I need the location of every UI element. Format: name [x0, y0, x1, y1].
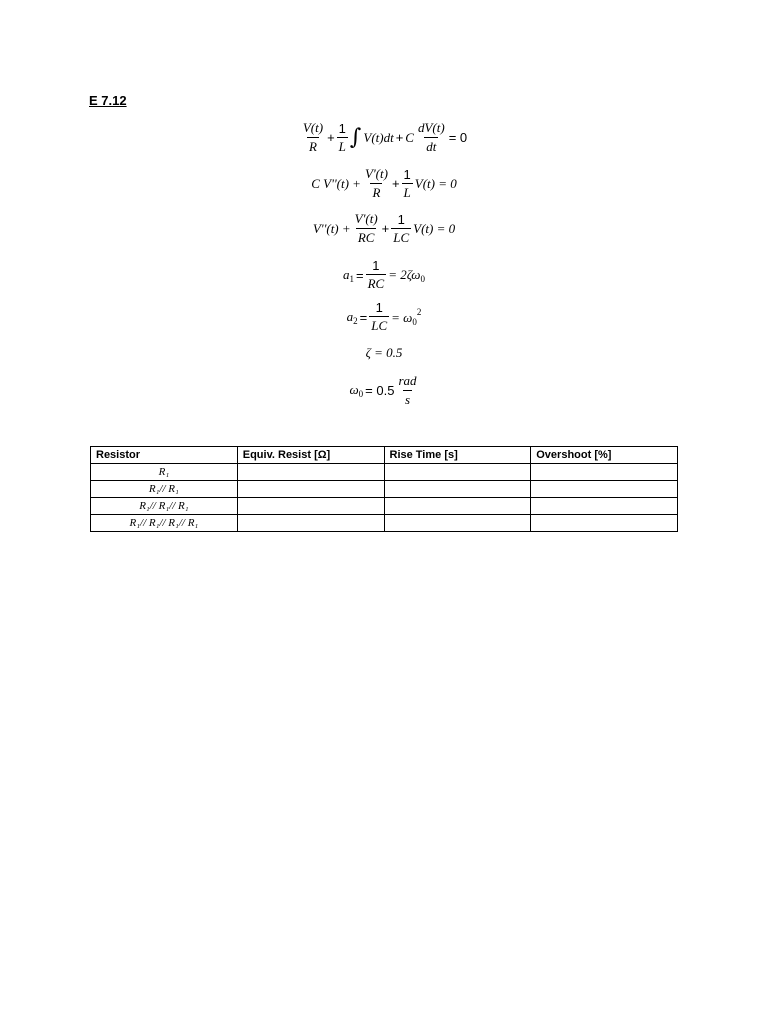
equation-normalized: [0, 211, 768, 246]
fraction-one-over-l: [402, 167, 413, 201]
equation-second-order-c: [0, 166, 768, 201]
equiv-cell[interactable]: [237, 464, 384, 481]
equation-kcl-integral: [0, 120, 768, 155]
fraction-vprime-over-rc: [353, 211, 380, 246]
fraction-one-over-lc: [369, 300, 389, 334]
lhs-term: V''(t) +: [312, 220, 351, 236]
overshoot-cell[interactable]: [531, 498, 678, 515]
denominator: RC: [367, 276, 385, 291]
omega0-symbol: $\omega_0$: [349, 382, 364, 399]
denominator: R: [372, 185, 381, 200]
header-overshoot: Overshoot [%]: [531, 447, 678, 464]
omega0-value: = 0.5: [365, 383, 395, 398]
table-row: [91, 464, 678, 481]
fraction-vprime-over-r: [363, 166, 390, 201]
table-row: [91, 498, 678, 515]
overshoot-cell[interactable]: [531, 515, 678, 532]
overshoot-cell[interactable]: [531, 464, 678, 481]
denominator: LC: [393, 229, 410, 245]
numerator: dV(t): [417, 120, 445, 135]
numerator: V(t): [302, 120, 324, 135]
rise-time-cell[interactable]: [384, 464, 531, 481]
equals-sign: =: [356, 267, 364, 283]
header-resistor: Resistor: [91, 447, 238, 464]
table-header-row: [91, 447, 678, 464]
equation-a1: [0, 258, 768, 292]
numerator: V'(t): [354, 211, 378, 226]
integrand: V(t)dt: [363, 129, 394, 145]
fraction-one-over-rc: [366, 258, 387, 292]
resistor-cell: R₁: [91, 464, 238, 481]
operator-plus: +: [381, 221, 390, 236]
denominator: s: [404, 392, 411, 407]
denominator: dt: [426, 139, 437, 154]
denominator: LC: [371, 318, 388, 333]
operator-plus: +: [327, 130, 335, 145]
header-equiv-resist: Equiv. Resist [Ω]: [237, 447, 384, 464]
rhs-zeta-omega: = $2\zeta\omega_0$: [388, 266, 425, 284]
resistor-cell: R₁// R₁// R₁: [91, 498, 238, 515]
equation-omega0: [0, 373, 768, 408]
resistor-cell: R₁// R₁// R₁// R₁: [91, 515, 238, 532]
page-title: E 7.12: [89, 93, 127, 108]
zeta-value: ζ = 0.5: [365, 345, 403, 360]
denominator: L: [403, 184, 411, 200]
rise-time-cell[interactable]: [384, 498, 531, 515]
table-row: [91, 515, 678, 532]
rhs-omega-squared: = $\omega_0^2$: [391, 307, 422, 327]
resistor-cell: R₁// R₁: [91, 481, 238, 498]
equation-a2: [0, 300, 768, 334]
denominator: L: [338, 138, 346, 154]
coefficient-c: C: [405, 129, 414, 145]
lhs-term: C V''(t) +: [311, 175, 361, 191]
equals-sign: =: [359, 309, 368, 325]
results-table: [90, 446, 678, 532]
fraction-rad-per-s: [396, 373, 418, 408]
denominator: RC: [357, 230, 375, 245]
rise-time-cell[interactable]: [384, 515, 531, 532]
table-row: [91, 481, 678, 498]
a2-symbol: $a_2$: [346, 308, 358, 326]
numerator: 1: [403, 166, 411, 182]
fraction-one-over-l: [337, 121, 348, 155]
numerator: 1: [338, 120, 346, 136]
numerator: rad: [398, 373, 417, 388]
equals-zero: = 0: [448, 130, 468, 145]
header-rise-time: Rise Time [s]: [384, 447, 531, 464]
integral-sign: ∫: [349, 124, 362, 150]
rise-time-cell[interactable]: [384, 481, 531, 498]
equiv-cell[interactable]: [237, 481, 384, 498]
equation-zeta: [0, 345, 768, 361]
equiv-cell[interactable]: [237, 498, 384, 515]
numerator: 1: [397, 211, 405, 227]
fraction-dv-dt: [416, 120, 447, 155]
numerator: 1: [372, 258, 380, 273]
tail-term: V(t) = 0: [414, 175, 457, 191]
equiv-cell[interactable]: [237, 515, 384, 532]
operator-plus: +: [391, 176, 400, 191]
denominator: R: [308, 139, 317, 154]
fraction-v-over-r: [301, 120, 325, 155]
numerator: 1: [375, 300, 383, 315]
tail-term: V(t) = 0: [413, 220, 456, 236]
operator-plus: +: [395, 130, 404, 145]
numerator: V'(t): [364, 166, 388, 181]
fraction-one-over-lc: [391, 212, 411, 246]
overshoot-cell[interactable]: [531, 481, 678, 498]
a1-symbol: $a_1$: [343, 266, 355, 284]
